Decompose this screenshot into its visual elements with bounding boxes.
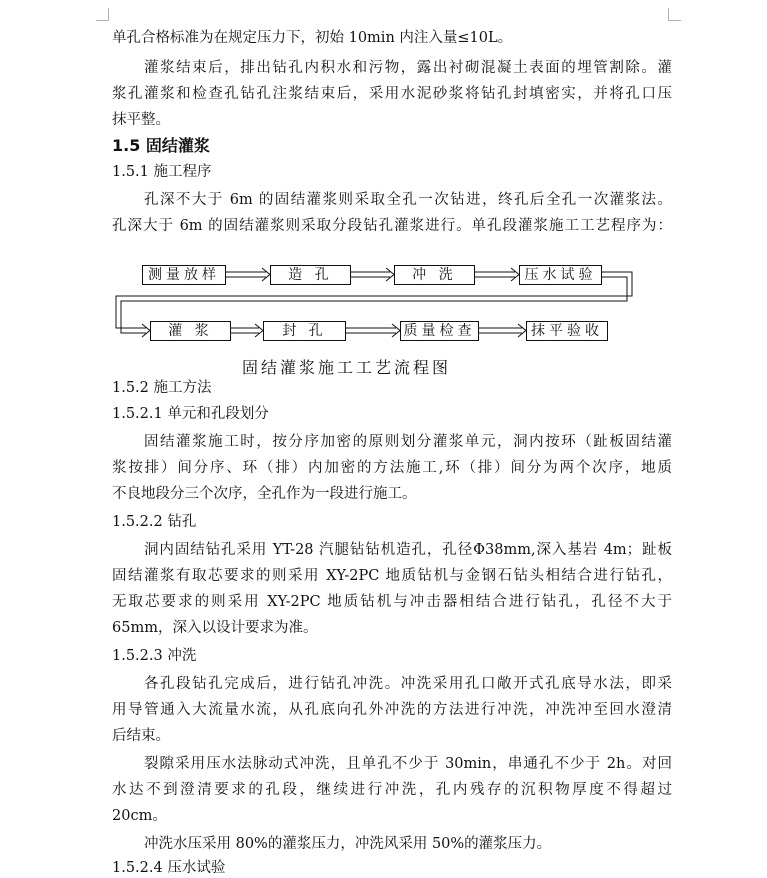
section-heading-1-5-2: 1.5.2 施工方法 (112, 380, 212, 396)
paragraph-line: 灌浆结束后，排出钻孔内积水和污物，露出衬砌混凝土表面的埋管割除。灌 (144, 60, 672, 76)
paragraph-line: 用导管通入大流量水流，从孔底向孔外冲洗的方法进行冲洗，冲洗冲至回水澄清 (112, 702, 672, 718)
paragraph-line: 孔深不大于 6m 的固结灌浆则采取全孔一次钻进，终孔后全孔一次灌浆法。 (144, 192, 672, 208)
section-heading-1-5-2-4: 1.5.2.4 压水试验 (112, 860, 226, 876)
flow-step-drilling: 造 孔 (270, 265, 351, 285)
paragraph-line: 固结灌浆施工时，按分序加密的原则划分灌浆单元，洞内按环（趾板固结灌 (144, 434, 672, 450)
paragraph-line: 无取芯要求的则采用 XY-2PC 地质钻机与冲击器相结合进行钻孔，孔径不大于 (112, 594, 672, 610)
flow-step-water-test: 压水试验 (519, 265, 602, 285)
paragraph-line: 单孔合格标准为在规定压力下，初始 10min 内注入量≤10L。 (112, 30, 513, 46)
flow-step-sealing: 封 孔 (263, 321, 346, 341)
crop-mark-left (96, 8, 109, 21)
paragraph-line: 65mm，深入以设计要求为准。 (112, 620, 318, 636)
paragraph-line: 抹平整。 (112, 112, 170, 128)
flow-step-quality-check: 质量检查 (400, 321, 479, 341)
flow-step-acceptance: 抹平验收 (526, 321, 608, 341)
paragraph-line: 洞内固结钻孔采用 YT-28 汽腿钻钻机造孔，孔径Φ38mm,深入基岩 4m；趾板 (144, 542, 672, 558)
section-heading-1-5-2-3: 1.5.2.3 冲洗 (112, 648, 197, 664)
paragraph-line: 各孔段钻孔完成后，进行钻孔冲洗。冲洗采用孔口敞开式孔底导水法，即采 (144, 676, 672, 692)
flowchart-connectors (112, 0, 672, 360)
paragraph-line: 固结灌浆有取芯要求的则采用 XY-2PC 地质钻机与金钢石钻头相结合进行钻孔， (112, 568, 672, 584)
paragraph-line: 水达不到澄清要求的孔段，继续进行冲洗，孔内残存的沉积物厚度不得超过 (112, 782, 672, 798)
section-heading-1-5: 1.5 固结灌浆 (112, 136, 210, 155)
paragraph-line: 后结束。 (112, 728, 170, 744)
paragraph-line: 冲洗水压采用 80%的灌浆压力，冲洗风采用 50%的灌浆压力。 (144, 836, 552, 852)
flow-step-flushing: 冲 洗 (394, 265, 475, 285)
paragraph-line: 裂隙采用压水法脉动式冲洗，且单孔不少于 30min，串通孔不少于 2h。对回 (144, 756, 672, 772)
paragraph-line: 孔深大于 6m 的固结灌浆则采取分段钻孔灌浆进行。单孔段灌浆施工工艺程序为： (112, 218, 672, 234)
flow-step-grouting: 灌 浆 (150, 321, 231, 341)
section-heading-1-5-1: 1.5.1 施工程序 (112, 164, 212, 180)
flow-step-survey: 测量放样 (142, 265, 226, 285)
flowchart-caption: 固结灌浆施工工艺流程图 (242, 358, 452, 377)
paragraph-line: 20cm。 (112, 808, 167, 824)
paragraph-line: 不良地段分三个次序，全孔作为一段进行施工。 (112, 486, 417, 502)
section-heading-1-5-2-1: 1.5.2.1 单元和孔段划分 (112, 406, 269, 422)
paragraph-line: 浆孔灌浆和检查孔钻孔注浆结束后，采用水泥砂浆将钻孔封填密实，并将孔口压 (112, 86, 672, 102)
section-heading-1-5-2-2: 1.5.2.2 钻孔 (112, 514, 197, 530)
paragraph-line: 浆按排）间分序、环（排）内加密的方法施工,环（排）间分为两个次序，地质 (112, 460, 672, 476)
